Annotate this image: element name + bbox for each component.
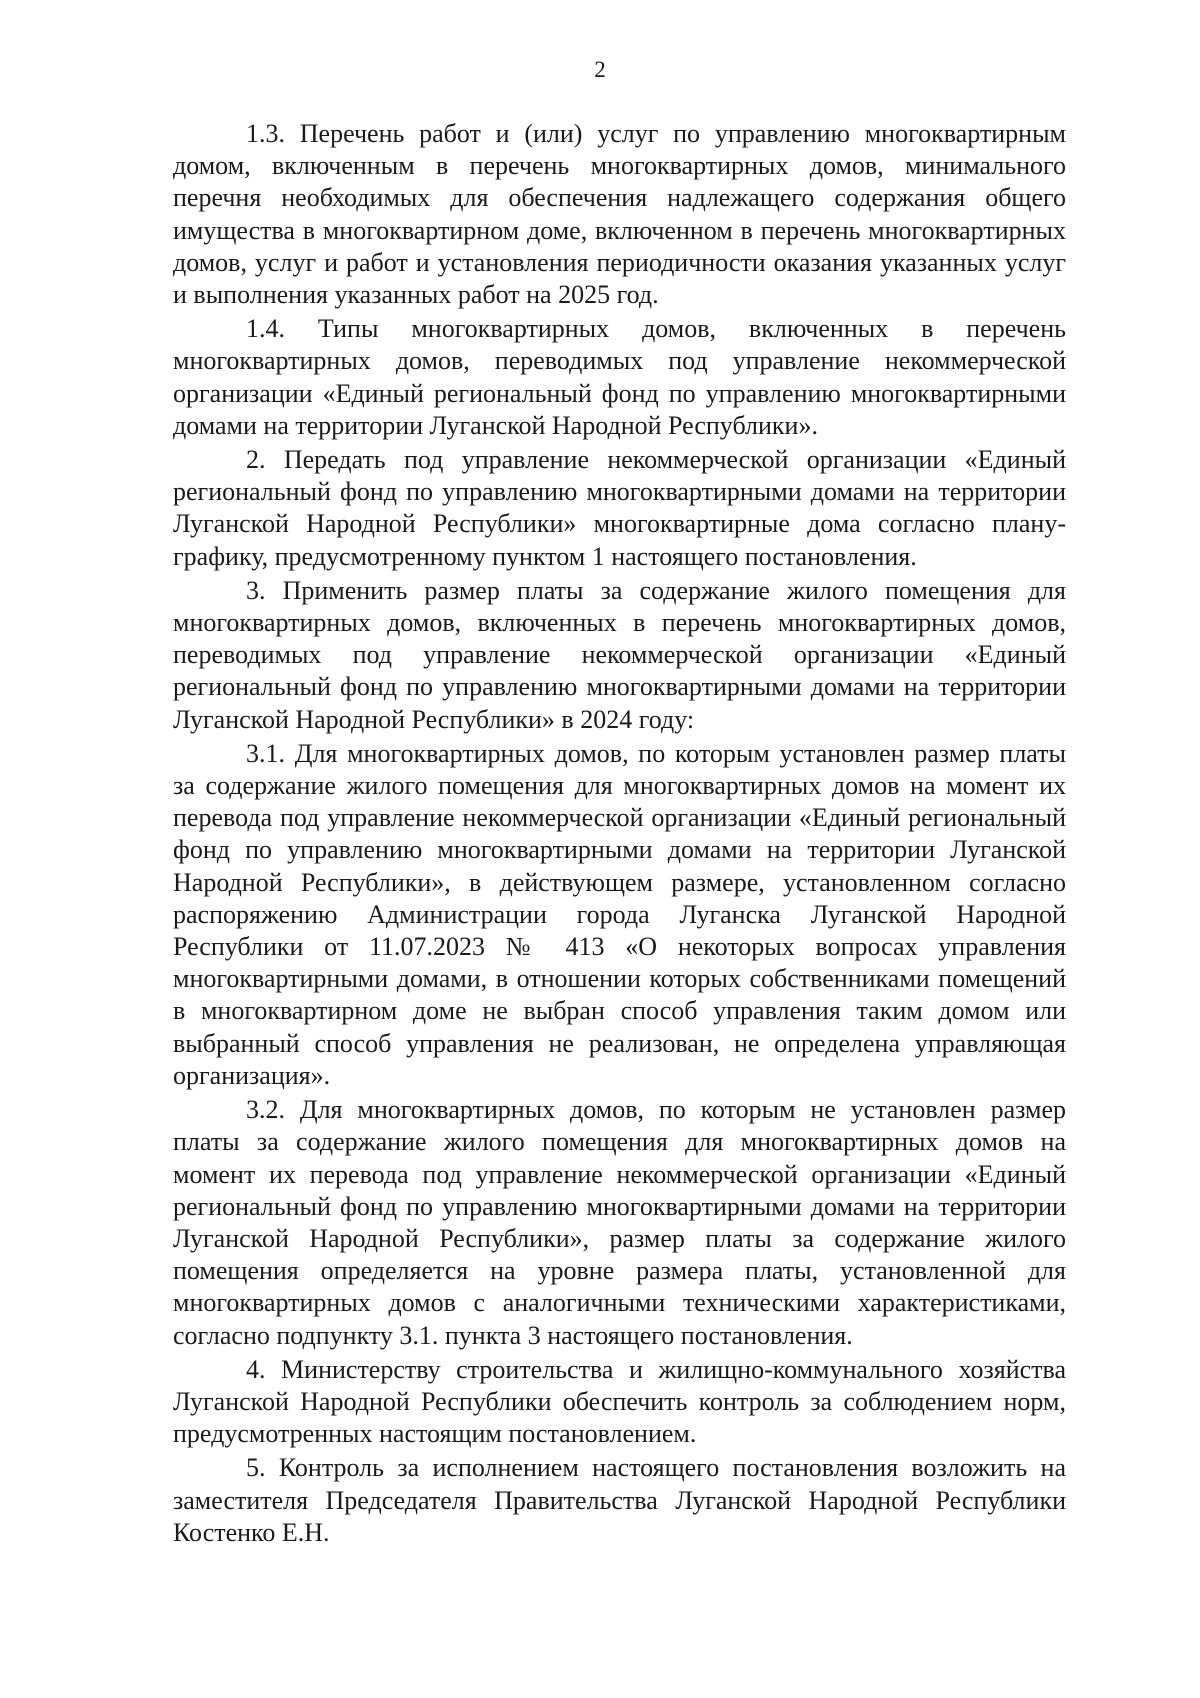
paragraph-1-3: 1.3. Перечень работ и (или) услуг по управлению многоквартирным домом, включенным в перечень многоквартирных домов, минимального перечня необходимых для обеспечения надлежащего содержания общего имущества в многоквартирном доме, включенном в перечень многоквартирных домов, услуг и работ и установления периодичности оказания указанных услуг и выполнения указанных работ на 2025 год. — [173, 119, 1066, 310]
page-number: 2 — [594, 57, 606, 82]
paragraph-3-1: 3.1. Для многоквартирных домов, по которым установлен размер платы за содержание жилого помещения для многоквартирных домов на момент их перевода под управление некоммерческой организации «Единый региональный фонд по управлению многоквартирными домами на территории Луганской Народной Республики», в действующем размере, установленном согласно распоряжению Администрации города Луганска Луганской Народной Республики от 11.07.2023 № 413 «О некоторых вопросах управления многоквартирными домами, в отношении которых собственниками помещений в многоквартирном доме не выбран способ управления таким домом или выбранный способ управления не реализован, не определена управляющая организация». — [173, 738, 1066, 1090]
paragraph-4: 4. Министерству строительства и жилищно-коммунального хозяйства Луганской Народной Республики обеспечить контроль за соблюдением норм, предусмотренных настоящим постановлением. — [173, 1354, 1066, 1449]
paragraph-3-2: 3.2. Для многоквартирных домов, по которым не установлен размер платы за содержание жилого помещения для многоквартирных домов на момент их перевода под управление некоммерческой организации «Единый региональный фонд по управлению многоквартирными домами на территории Луганской Народной Республики», размер платы за содержание жилого помещения определяется на уровне размера платы, установленной для многоквартирных домов с аналогичными техническими характеристиками, согласно подпункту 3.1. пункта 3 настоящего постановления. — [173, 1095, 1066, 1350]
paragraph-2: 2. Передать под управление некоммерческой организации «Единый региональный фонд по управлению многоквартирными домами на территории Луганской Народной Республики» многоквартирные дома согласно плану-графику, предусмотренному пунктом 1 настоящего постановления. — [173, 445, 1066, 571]
document-body — [173, 118, 1066, 1551]
paragraph-1-4: 1.4. Типы многоквартирных домов, включенных в перечень многоквартирных домов, переводимых под управление некоммерческой организации «Единый региональный фонд по управлению многоквартирными домами на территории Луганской Народной Республики». — [173, 314, 1066, 440]
paragraph-3: 3. Применить размер платы за содержание жилого помещения для многоквартирных домов, включенных в перечень многоквартирных домов, переводимых под управление некоммерческой организации «Единый региональный фонд по управлению многоквартирными домами на территории Луганской Народной Республики» в 2024 году: — [173, 575, 1066, 734]
paragraph-5: 5. Контроль за исполнением настоящего постановления возложить на заместителя Председателя Правительства Луганской Народной Республики Костенко Е.Н. — [173, 1453, 1066, 1547]
